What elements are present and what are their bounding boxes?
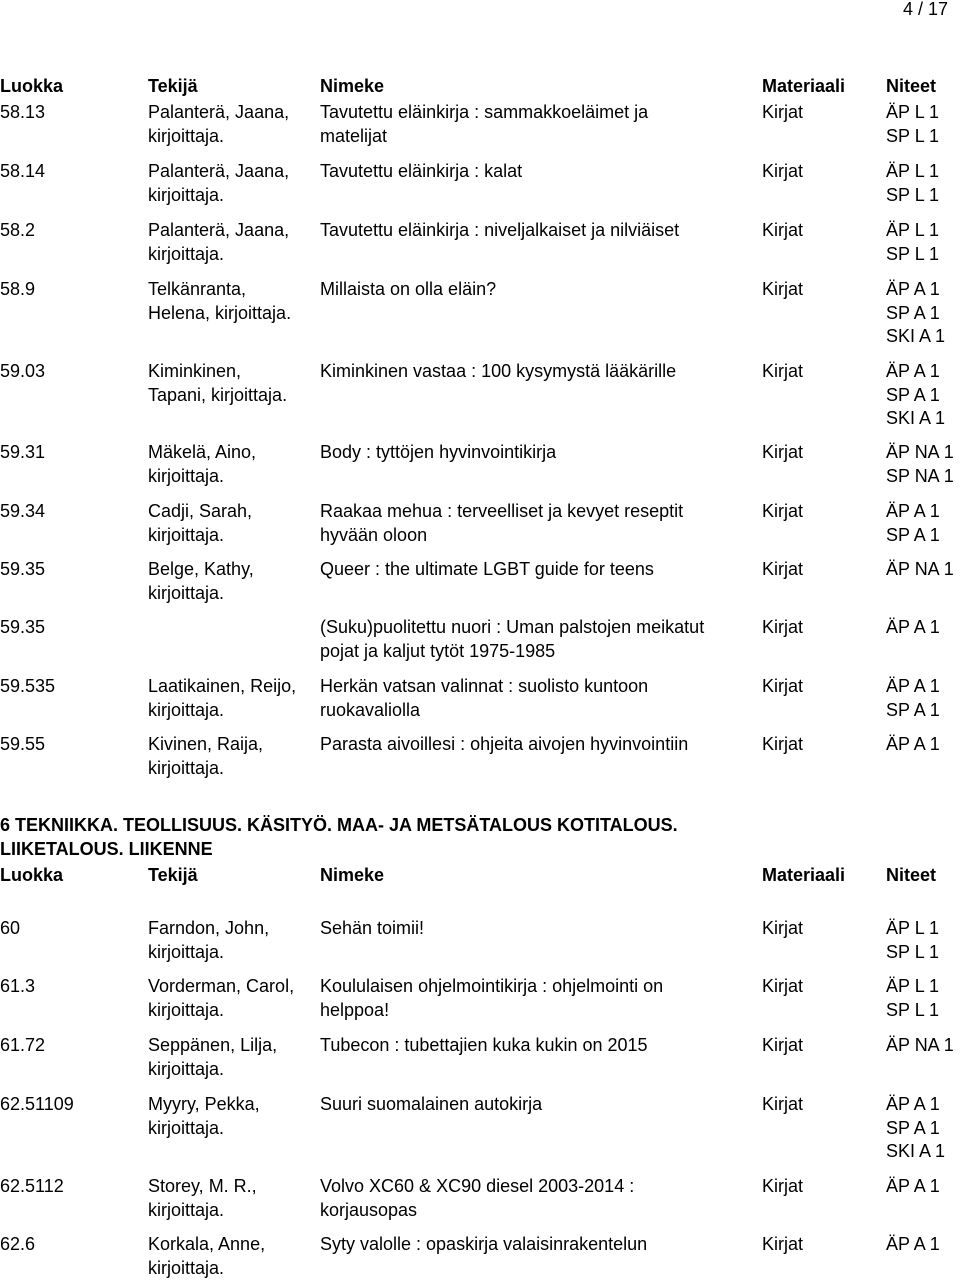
table-header <box>0 864 960 888</box>
cell-tekija <box>148 278 291 325</box>
cell-materiaali: Kirjat <box>762 279 804 299</box>
cell-luokka: 61.3 <box>0 976 36 996</box>
cell-tekija <box>148 917 269 964</box>
cell-tekija <box>148 975 294 1022</box>
cell-tekija-line: kirjoittaja. <box>148 524 225 545</box>
cell-luokka: 62.6 <box>0 1234 36 1254</box>
cell-tekija-line: kirjoittaja. <box>148 125 225 146</box>
cell-materiaali: Kirjat <box>762 676 804 696</box>
cell-nimeke <box>320 733 688 757</box>
cell-nimeke <box>320 1233 647 1257</box>
cell-tekija-line: Laatikainen, Reijo, <box>148 676 297 696</box>
cell-luokka: 62.5112 <box>0 1176 64 1196</box>
cell-nimeke-line: Sehän toimii! <box>320 918 425 938</box>
cell-materiaali: Kirjat <box>762 734 804 754</box>
cell-materiaali: Kirjat <box>762 1035 804 1055</box>
cell-materiaali: Kirjat <box>762 442 804 462</box>
cell-nimeke-line: pojat ja kaljut tytöt 1975-1985 <box>320 640 556 661</box>
cell-niteet <box>886 1175 940 1199</box>
catalog-table-1 <box>0 75 960 778</box>
cell-luokka: 58.2 <box>0 220 36 240</box>
cell-tekija-line: Storey, M. R., <box>148 1176 257 1196</box>
cell-tekija <box>148 1175 257 1222</box>
cell-materiaali: Kirjat <box>762 918 804 938</box>
cell-tekija-line: kirjoittaja. <box>148 1058 225 1079</box>
cell-nimeke-line: Parasta aivoillesi : ohjeita aivojen hyvinvointiin <box>320 734 689 754</box>
cell-niteet <box>886 917 939 964</box>
cell-nimeke <box>320 1034 648 1058</box>
cell-niteet-line: ÄP L 1 <box>886 161 940 181</box>
cell-tekija-line: kirjoittaja. <box>148 941 225 962</box>
cell-niteet-line: ÄP L 1 <box>886 220 940 240</box>
cell-nimeke <box>320 675 648 722</box>
cell-niteet-line: SP L 1 <box>886 243 940 264</box>
cell-nimeke <box>320 101 648 148</box>
cell-nimeke <box>320 616 704 663</box>
cell-materiaali: Kirjat <box>762 501 804 521</box>
cell-nimeke <box>320 441 556 465</box>
cell-tekija-line: kirjoittaja. <box>148 1117 225 1138</box>
cell-luokka: 58.14 <box>0 161 46 181</box>
cell-niteet-line: SP A 1 <box>886 302 940 323</box>
section-heading-line: 6 TEKNIIKKA. TEOLLISUUS. KÄSITYÖ. MAA- JA METSÄTALOUS KOTITALOUS. <box>0 815 678 835</box>
cell-tekija-line: kirjoittaja. <box>148 1199 225 1220</box>
cell-nimeke <box>320 975 663 1022</box>
cell-nimeke-line: Suuri suomalainen autokirja <box>320 1094 543 1114</box>
cell-nimeke-line: Kiminkinen vastaa : 100 kysymystä lääkärille <box>320 361 677 381</box>
cell-tekija <box>148 360 287 407</box>
cell-tekija-line: kirjoittaja. <box>148 243 225 264</box>
cell-nimeke-line: Raakaa mehua : terveelliset ja kevyet reseptit <box>320 501 684 521</box>
section-heading <box>0 814 678 861</box>
cell-luokka: 59.31 <box>0 442 46 462</box>
cell-niteet-line: ÄP A 1 <box>886 734 940 754</box>
cell-nimeke-line: ruokavaliolla <box>320 699 421 720</box>
cell-tekija-line: Myyry, Pekka, <box>148 1094 260 1114</box>
cell-tekija <box>148 500 252 547</box>
cell-niteet-line: SP A 1 <box>886 699 940 720</box>
cell-tekija-line: Telkänranta, <box>148 279 247 299</box>
cell-niteet-line: ÄP A 1 <box>886 1094 940 1114</box>
cell-niteet-line: ÄP L 1 <box>886 102 940 122</box>
cell-niteet-line: SP L 1 <box>886 184 940 205</box>
header-luokka: Luokka <box>0 76 64 96</box>
catalog-table-2 <box>0 864 960 1278</box>
cell-nimeke-line: Koululaisen ohjelmointikirja : ohjelmointi on <box>320 976 664 996</box>
cell-tekija-line: kirjoittaja. <box>148 699 225 720</box>
cell-luokka: 61.72 <box>0 1035 46 1055</box>
cell-niteet-line: ÄP L 1 <box>886 918 940 938</box>
header-nimeke: Nimeke <box>320 865 385 885</box>
cell-materiaali: Kirjat <box>762 102 804 122</box>
cell-niteet-line: SP NA 1 <box>886 465 954 486</box>
cell-tekija-line: Seppänen, Lilja, <box>148 1035 278 1055</box>
cell-luokka: 60 <box>0 918 21 938</box>
cell-niteet <box>886 1093 945 1164</box>
cell-tekija-line: Farndon, John, <box>148 918 270 938</box>
header-materiaali: Materiaali <box>762 76 846 96</box>
cell-niteet-line: ÄP A 1 <box>886 279 940 299</box>
cell-niteet <box>886 500 940 547</box>
cell-materiaali: Kirjat <box>762 617 804 637</box>
cell-tekija-line: Mäkelä, Aino, <box>148 442 257 462</box>
cell-tekija-line: Palanterä, Jaana, <box>148 161 290 181</box>
cell-materiaali: Kirjat <box>762 1094 804 1114</box>
cell-niteet-line: ÄP L 1 <box>886 976 940 996</box>
cell-tekija-line: kirjoittaja. <box>148 582 225 603</box>
cell-niteet-line: ÄP NA 1 <box>886 1035 954 1055</box>
cell-tekija-line: Korkala, Anne, <box>148 1234 266 1254</box>
cell-niteet <box>886 360 945 431</box>
cell-niteet <box>886 675 940 722</box>
cell-tekija <box>148 219 289 266</box>
cell-tekija <box>148 160 289 207</box>
cell-tekija-line: kirjoittaja. <box>148 184 225 205</box>
cell-nimeke <box>320 1175 634 1222</box>
cell-tekija-line: Kiminkinen, <box>148 361 242 381</box>
cell-niteet <box>886 101 939 148</box>
cell-nimeke-line: hyvään oloon <box>320 524 428 545</box>
cell-luokka: 59.535 <box>0 676 56 696</box>
cell-nimeke <box>320 917 424 941</box>
cell-nimeke-line: Queer : the ultimate LGBT guide for teens <box>320 559 654 579</box>
cell-niteet <box>886 558 954 582</box>
cell-niteet-line: SP A 1 <box>886 384 940 405</box>
cell-niteet-line: SP L 1 <box>886 999 940 1020</box>
header-niteet: Niteet <box>886 865 937 885</box>
cell-niteet-line: ÄP A 1 <box>886 361 940 381</box>
cell-niteet <box>886 733 940 757</box>
cell-materiaali: Kirjat <box>762 220 804 240</box>
cell-nimeke-line: Tavutettu eläinkirja : kalat <box>320 161 523 181</box>
header-tekija: Tekijä <box>148 865 198 885</box>
cell-niteet-line: SKI A 1 <box>886 326 946 346</box>
cell-tekija-line: kirjoittaja. <box>148 757 225 778</box>
cell-niteet <box>886 160 939 207</box>
cell-nimeke-line: Syty valolle : opaskirja valaisinrakentelun <box>320 1234 648 1254</box>
cell-luokka: 58.9 <box>0 279 36 299</box>
cell-niteet-line: SP A 1 <box>886 524 940 545</box>
cell-nimeke-line: Herkän vatsan valinnat : suolisto kuntoon <box>320 676 649 696</box>
cell-tekija <box>148 1093 260 1140</box>
cell-niteet-line: SP A 1 <box>886 1117 940 1138</box>
cell-luokka: 59.03 <box>0 361 46 381</box>
cell-materiaali: Kirjat <box>762 361 804 381</box>
cell-niteet <box>886 616 940 640</box>
cell-tekija <box>148 1034 277 1081</box>
cell-tekija-line: kirjoittaja. <box>148 465 225 486</box>
section-heading-line: LIIKETALOUS. LIIKENNE <box>0 838 213 859</box>
cell-tekija-line: Kivinen, Raija, <box>148 734 264 754</box>
cell-nimeke-line: Tavutettu eläinkirja : sammakkoeläimet ja <box>320 102 649 122</box>
cell-tekija-line: Helena, kirjoittaja. <box>148 302 292 323</box>
cell-tekija-line: Palanterä, Jaana, <box>148 102 290 122</box>
cell-nimeke-line: (Suku)puolitettu nuori : Uman palstojen meikatut <box>320 617 705 637</box>
cell-niteet-line: ÄP A 1 <box>886 1234 940 1254</box>
cell-tekija-line: kirjoittaja. <box>148 999 225 1020</box>
cell-niteet-line: SP L 1 <box>886 125 940 146</box>
cell-niteet-line: ÄP NA 1 <box>886 442 954 462</box>
cell-tekija-line: Tapani, kirjoittaja. <box>148 384 288 405</box>
cell-luokka: 59.55 <box>0 734 46 754</box>
cell-nimeke-line: matelijat <box>320 125 388 146</box>
cell-niteet <box>886 975 939 1022</box>
cell-nimeke-line: helppoa! <box>320 999 390 1020</box>
cell-tekija-line: Palanterä, Jaana, <box>148 220 290 240</box>
cell-tekija <box>148 675 296 722</box>
cell-nimeke <box>320 278 496 302</box>
cell-tekija-line: kirjoittaja. <box>148 1257 225 1278</box>
header-tekija: Tekijä <box>148 76 198 96</box>
cell-tekija-line: Belge, Kathy, <box>148 559 254 579</box>
cell-nimeke <box>320 500 683 547</box>
cell-materiaali: Kirjat <box>762 976 804 996</box>
cell-niteet-line: ÄP A 1 <box>886 1176 940 1196</box>
cell-nimeke <box>320 558 654 582</box>
cell-nimeke-line: Volvo XC60 & XC90 diesel 2003-2014 : <box>320 1176 635 1196</box>
cell-nimeke-line: Tavutettu eläinkirja : niveljalkaiset ja nilviäiset <box>320 220 680 240</box>
cell-nimeke <box>320 360 676 384</box>
cell-luokka: 58.13 <box>0 102 46 122</box>
cell-niteet <box>886 1034 954 1058</box>
cell-niteet-line: ÄP NA 1 <box>886 559 954 579</box>
cell-nimeke <box>320 160 522 184</box>
cell-niteet-line: SP L 1 <box>886 941 940 962</box>
cell-tekija-line: Vorderman, Carol, <box>148 976 295 996</box>
header-niteet: Niteet <box>886 76 937 96</box>
cell-niteet-line: ÄP A 1 <box>886 676 940 696</box>
cell-luokka: 59.35 <box>0 617 46 637</box>
cell-luokka: 59.34 <box>0 501 46 521</box>
cell-tekija <box>148 733 263 780</box>
table-header <box>0 75 960 99</box>
cell-tekija <box>148 101 289 148</box>
cell-niteet <box>886 278 945 349</box>
cell-nimeke <box>320 1093 542 1117</box>
cell-tekija <box>148 441 256 488</box>
cell-niteet-line: ÄP A 1 <box>886 501 940 521</box>
cell-niteet <box>886 441 954 488</box>
cell-niteet <box>886 1233 940 1257</box>
header-nimeke: Nimeke <box>320 76 385 96</box>
header-materiaali: Materiaali <box>762 865 846 885</box>
cell-niteet-line: SKI A 1 <box>886 1141 946 1161</box>
cell-tekija <box>148 1233 265 1280</box>
cell-tekija-line: Cadji, Sarah, <box>148 501 253 521</box>
cell-nimeke-line: korjausopas <box>320 1199 418 1220</box>
page-number: 4 / 17 <box>902 0 948 19</box>
cell-luokka: 62.51109 <box>0 1094 74 1114</box>
cell-niteet-line: SKI A 1 <box>886 408 946 428</box>
cell-materiaali: Kirjat <box>762 1234 804 1254</box>
cell-tekija <box>148 558 254 605</box>
cell-materiaali: Kirjat <box>762 559 804 579</box>
cell-niteet-line: ÄP A 1 <box>886 617 940 637</box>
cell-nimeke <box>320 219 679 243</box>
cell-niteet <box>886 219 939 266</box>
cell-nimeke-line: Millaista on olla eläin? <box>320 279 497 299</box>
cell-nimeke-line: Body : tyttöjen hyvinvointikirja <box>320 442 557 462</box>
header-luokka: Luokka <box>0 865 64 885</box>
cell-materiaali: Kirjat <box>762 1176 804 1196</box>
cell-materiaali: Kirjat <box>762 161 804 181</box>
cell-nimeke-line: Tubecon : tubettajien kuka kukin on 2015 <box>320 1035 648 1055</box>
cell-luokka: 59.35 <box>0 559 46 579</box>
